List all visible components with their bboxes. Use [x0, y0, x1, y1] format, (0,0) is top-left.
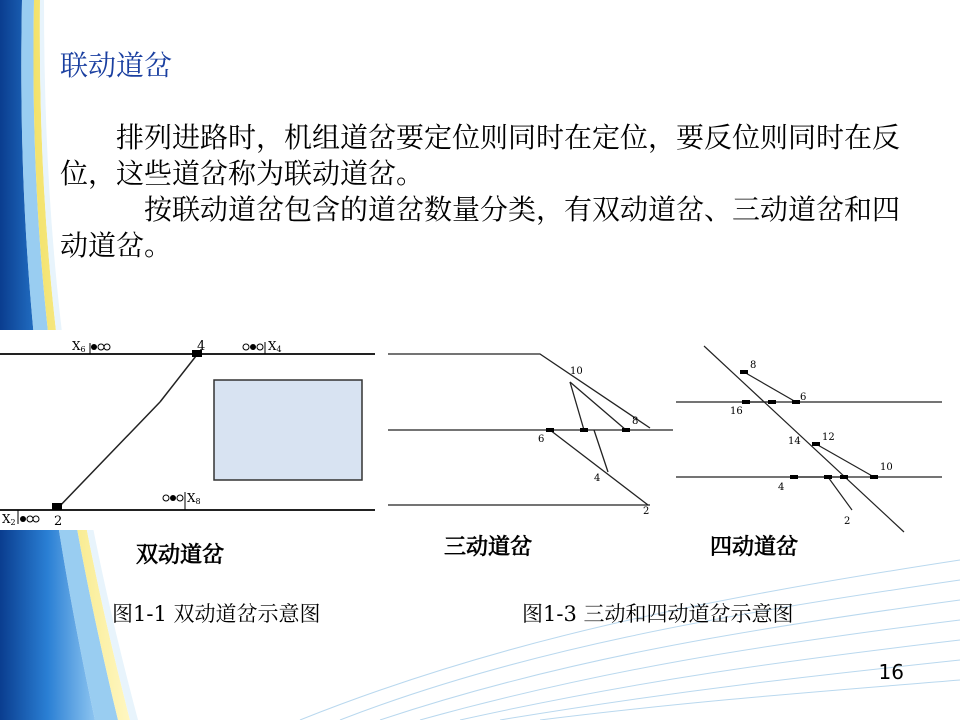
triple-switch-caption: 三动道岔: [444, 535, 533, 560]
quad-label-6: 6: [800, 392, 807, 403]
signal-x8-label: X8: [187, 491, 201, 506]
quad-label-12: 12: [822, 432, 835, 443]
figure-caption-1-1: 图1-1 双动道岔示意图: [112, 602, 321, 626]
triple-label-8: 8: [632, 416, 639, 427]
signal-x6-label: X6: [72, 339, 86, 354]
paragraph-classification: 按联动道岔包含的道岔数量分类，有双动道岔、三动道岔和四动道岔。: [60, 193, 901, 262]
quad-label-4: 4: [778, 482, 785, 493]
figure-caption-1-3: 图1-3 三动和四动道岔示意图: [522, 602, 794, 626]
switch-2-marker: [52, 503, 62, 510]
quad-label-10: 10: [880, 462, 893, 473]
double-switch-diagram: [0, 330, 380, 530]
triple-label-4: 4: [594, 473, 601, 484]
signal-x2-label: X2: [2, 512, 16, 527]
triple-label-2: 2: [643, 506, 650, 517]
quad-switch-caption: 四动道岔: [710, 535, 799, 560]
paragraph-definition: 排列进路时，机组道岔要定位则同时在定位，要反位则同时在反位，这些道岔称为联动道岔。: [60, 121, 901, 190]
quad-label-14: 14: [788, 436, 801, 447]
triple-label-6: 6: [538, 434, 545, 445]
slide-title: 联动道岔: [60, 49, 173, 82]
quad-label-2: 2: [844, 516, 851, 527]
quad-label-16: 16: [730, 406, 743, 417]
triple-label-10: 10: [570, 366, 583, 377]
triple-switch-diagram: [388, 340, 678, 525]
signal-x4-label: X4: [268, 339, 282, 354]
image-placeholder-box: [214, 380, 362, 480]
double-switch-caption: 双动道岔: [136, 543, 225, 568]
quad-label-8: 8: [750, 360, 757, 371]
quad-switch-diagram: [676, 340, 946, 535]
switch-4-label: 4: [197, 339, 206, 354]
switch-2-label: 2: [54, 514, 63, 529]
page-number: 16: [878, 660, 904, 684]
